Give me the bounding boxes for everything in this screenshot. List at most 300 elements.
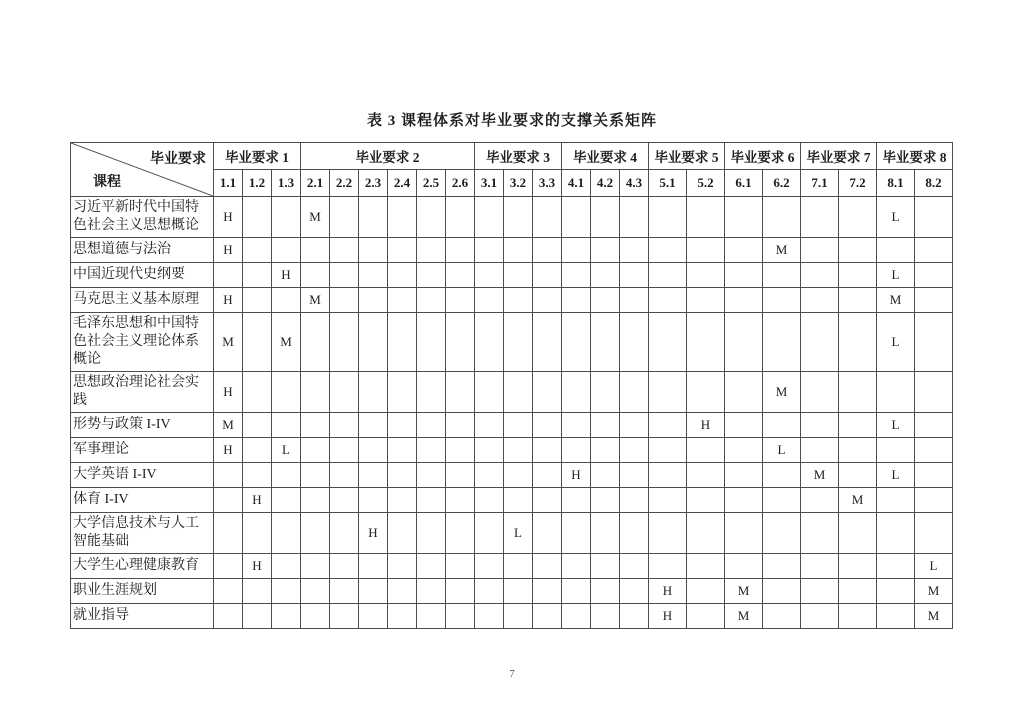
matrix-cell xyxy=(687,554,725,579)
matrix-cell xyxy=(301,463,330,488)
matrix-cell xyxy=(359,579,388,604)
matrix-cell xyxy=(725,488,763,513)
matrix-cell xyxy=(417,488,446,513)
matrix-cell xyxy=(301,238,330,263)
matrix-cell xyxy=(839,604,877,629)
matrix-cell xyxy=(272,579,301,604)
matrix-cell: M xyxy=(877,288,915,313)
matrix-cell xyxy=(388,313,417,372)
matrix-cell xyxy=(359,463,388,488)
matrix-cell xyxy=(359,438,388,463)
matrix-cell xyxy=(591,313,620,372)
matrix-cell xyxy=(763,513,801,554)
matrix-cell xyxy=(475,604,504,629)
matrix-cell xyxy=(877,604,915,629)
matrix-cell xyxy=(301,513,330,554)
matrix-cell xyxy=(591,288,620,313)
matrix-cell xyxy=(475,288,504,313)
matrix-cell xyxy=(388,463,417,488)
matrix-cell xyxy=(243,197,272,238)
matrix-cell xyxy=(620,463,649,488)
matrix-cell xyxy=(272,554,301,579)
matrix-cell: H xyxy=(272,263,301,288)
matrix-cell xyxy=(301,263,330,288)
table-row xyxy=(71,488,953,513)
matrix-cell xyxy=(649,513,687,554)
matrix-cell xyxy=(620,197,649,238)
matrix-cell: L xyxy=(877,197,915,238)
matrix-cell xyxy=(839,463,877,488)
matrix-cell xyxy=(504,604,533,629)
table-title: 表 3 课程体系对毕业要求的支撑关系矩阵 xyxy=(366,113,657,129)
matrix-cell xyxy=(687,372,725,413)
matrix-cell xyxy=(839,238,877,263)
matrix-cell xyxy=(839,288,877,313)
table-row xyxy=(71,263,953,288)
matrix-cell xyxy=(687,579,725,604)
matrix-cell xyxy=(562,413,591,438)
matrix-cell xyxy=(620,604,649,629)
matrix-cell xyxy=(504,197,533,238)
matrix-cell xyxy=(446,288,475,313)
matrix-cell xyxy=(801,554,839,579)
matrix-cell xyxy=(915,488,953,513)
matrix-cell xyxy=(562,513,591,554)
matrix-cell xyxy=(417,238,446,263)
matrix-cell xyxy=(533,197,562,238)
matrix-cell xyxy=(475,313,504,372)
matrix-cell xyxy=(301,313,330,372)
course-name-cell: 就业指导 xyxy=(71,604,214,629)
matrix-cell xyxy=(915,438,953,463)
matrix-cell: M xyxy=(801,463,839,488)
matrix-cell xyxy=(388,438,417,463)
corner-label-requirements: 毕业要求 xyxy=(150,152,206,167)
matrix-cell xyxy=(388,238,417,263)
matrix-cell xyxy=(504,313,533,372)
matrix-cell xyxy=(417,372,446,413)
matrix-cell xyxy=(687,197,725,238)
group-header: 毕业要求 8 xyxy=(877,143,953,170)
matrix-cell xyxy=(533,413,562,438)
matrix-cell xyxy=(446,579,475,604)
matrix-cell xyxy=(725,238,763,263)
matrix-cell xyxy=(725,313,763,372)
matrix-cell xyxy=(272,288,301,313)
matrix-cell xyxy=(417,604,446,629)
matrix-cell xyxy=(417,513,446,554)
matrix-cell xyxy=(214,604,243,629)
matrix-cell xyxy=(504,263,533,288)
matrix-cell xyxy=(687,513,725,554)
matrix-cell xyxy=(763,554,801,579)
matrix-cell xyxy=(801,579,839,604)
matrix-cell xyxy=(801,488,839,513)
matrix-cell xyxy=(763,263,801,288)
matrix-cell xyxy=(272,488,301,513)
matrix-cell xyxy=(877,488,915,513)
matrix-cell xyxy=(475,263,504,288)
course-name-cell: 体育 I-IV xyxy=(71,488,214,513)
matrix-cell xyxy=(591,372,620,413)
matrix-cell xyxy=(649,372,687,413)
matrix-cell xyxy=(359,554,388,579)
matrix-cell xyxy=(388,197,417,238)
course-name-cell: 马克思主义基本原理 xyxy=(71,288,214,313)
matrix-cell xyxy=(915,263,953,288)
matrix-cell xyxy=(725,513,763,554)
matrix-cell xyxy=(839,372,877,413)
matrix-cell: H xyxy=(243,488,272,513)
matrix-cell xyxy=(272,197,301,238)
matrix-cell xyxy=(763,604,801,629)
matrix-cell: L xyxy=(877,313,915,372)
matrix-cell xyxy=(839,197,877,238)
column-header: 7.2 xyxy=(839,170,877,197)
corner-label-course: 课程 xyxy=(93,175,121,190)
matrix-cell xyxy=(687,288,725,313)
matrix-cell xyxy=(591,554,620,579)
matrix-cell xyxy=(725,263,763,288)
group-header: 毕业要求 7 xyxy=(801,143,877,170)
matrix-cell: L xyxy=(763,438,801,463)
course-name-cell: 毛泽东思想和中国特色社会主义理论体系概论 xyxy=(71,313,214,372)
matrix-cell xyxy=(330,579,359,604)
matrix-cell xyxy=(388,488,417,513)
matrix-cell xyxy=(533,313,562,372)
matrix-cell xyxy=(687,438,725,463)
matrix-cell xyxy=(214,554,243,579)
matrix-cell xyxy=(801,413,839,438)
matrix-cell: M xyxy=(725,604,763,629)
matrix-cell xyxy=(562,604,591,629)
matrix-cell xyxy=(915,313,953,372)
matrix-cell xyxy=(475,238,504,263)
matrix-cell xyxy=(649,313,687,372)
matrix-cell xyxy=(359,288,388,313)
matrix-cell xyxy=(243,463,272,488)
matrix-cell xyxy=(388,263,417,288)
matrix-cell xyxy=(475,413,504,438)
matrix-cell xyxy=(725,372,763,413)
column-header: 4.2 xyxy=(591,170,620,197)
matrix-cell xyxy=(649,238,687,263)
table-row xyxy=(71,438,953,463)
matrix-cell xyxy=(649,438,687,463)
column-header: 4.1 xyxy=(562,170,591,197)
group-header: 毕业要求 3 xyxy=(475,143,562,170)
matrix-cell xyxy=(562,488,591,513)
matrix-cell xyxy=(801,238,839,263)
matrix-cell xyxy=(620,238,649,263)
support-matrix-table xyxy=(70,142,953,629)
column-header: 2.5 xyxy=(417,170,446,197)
matrix-cell: H xyxy=(649,604,687,629)
matrix-cell xyxy=(533,554,562,579)
matrix-cell xyxy=(687,263,725,288)
matrix-cell xyxy=(620,513,649,554)
matrix-cell xyxy=(801,438,839,463)
matrix-cell xyxy=(620,579,649,604)
matrix-cell xyxy=(562,263,591,288)
matrix-cell xyxy=(763,413,801,438)
corner-header-cell xyxy=(71,143,214,197)
matrix-cell xyxy=(330,463,359,488)
matrix-cell xyxy=(243,413,272,438)
matrix-cell xyxy=(725,554,763,579)
group-header: 毕业要求 4 xyxy=(562,143,649,170)
matrix-cell xyxy=(839,438,877,463)
matrix-cell xyxy=(475,554,504,579)
matrix-cell xyxy=(915,413,953,438)
matrix-cell xyxy=(591,488,620,513)
matrix-cell xyxy=(301,372,330,413)
matrix-cell: L xyxy=(272,438,301,463)
matrix-cell xyxy=(446,463,475,488)
matrix-cell xyxy=(562,238,591,263)
matrix-cell xyxy=(417,554,446,579)
course-name-cell: 大学信息技术与人工智能基础 xyxy=(71,513,214,554)
page-number: 7 xyxy=(509,668,515,680)
matrix-cell xyxy=(533,513,562,554)
matrix-cell: H xyxy=(562,463,591,488)
course-name-cell: 大学生心理健康教育 xyxy=(71,554,214,579)
matrix-cell: H xyxy=(359,513,388,554)
table-row xyxy=(71,288,953,313)
matrix-cell xyxy=(504,413,533,438)
matrix-cell xyxy=(330,513,359,554)
matrix-cell: H xyxy=(649,579,687,604)
matrix-cell xyxy=(446,438,475,463)
matrix-cell xyxy=(620,438,649,463)
course-name-cell: 习近平新时代中国特色社会主义思想概论 xyxy=(71,197,214,238)
matrix-cell: M xyxy=(272,313,301,372)
matrix-cell xyxy=(533,288,562,313)
matrix-cell xyxy=(388,604,417,629)
course-name-cell: 思想政治理论社会实践 xyxy=(71,372,214,413)
table-row xyxy=(71,554,953,579)
matrix-cell xyxy=(591,438,620,463)
matrix-cell xyxy=(620,488,649,513)
matrix-cell xyxy=(763,488,801,513)
matrix-cell xyxy=(359,238,388,263)
matrix-cell xyxy=(763,288,801,313)
matrix-cell xyxy=(330,197,359,238)
matrix-cell xyxy=(417,263,446,288)
column-header: 2.2 xyxy=(330,170,359,197)
column-header: 2.6 xyxy=(446,170,475,197)
matrix-cell xyxy=(562,579,591,604)
matrix-cell xyxy=(504,238,533,263)
matrix-cell xyxy=(915,372,953,413)
matrix-cell xyxy=(649,413,687,438)
matrix-cell xyxy=(388,288,417,313)
matrix-cell xyxy=(388,579,417,604)
matrix-cell xyxy=(620,554,649,579)
matrix-cell xyxy=(763,313,801,372)
matrix-cell xyxy=(591,197,620,238)
matrix-cell xyxy=(446,372,475,413)
matrix-cell xyxy=(649,488,687,513)
matrix-cell xyxy=(562,313,591,372)
table-row xyxy=(71,313,953,372)
matrix-cell xyxy=(591,579,620,604)
matrix-cell xyxy=(446,604,475,629)
column-header: 1.2 xyxy=(243,170,272,197)
matrix-cell xyxy=(446,513,475,554)
matrix-cell xyxy=(388,513,417,554)
matrix-cell xyxy=(533,488,562,513)
matrix-cell xyxy=(272,463,301,488)
matrix-cell xyxy=(330,372,359,413)
column-header: 8.1 xyxy=(877,170,915,197)
matrix-cell xyxy=(725,463,763,488)
table-row xyxy=(71,513,953,554)
matrix-cell xyxy=(388,372,417,413)
matrix-cell xyxy=(504,463,533,488)
column-header: 1.3 xyxy=(272,170,301,197)
matrix-cell: H xyxy=(243,554,272,579)
matrix-cell: M xyxy=(214,413,243,438)
matrix-cell xyxy=(839,313,877,372)
matrix-cell: H xyxy=(214,372,243,413)
matrix-cell xyxy=(591,263,620,288)
matrix-cell xyxy=(330,238,359,263)
matrix-cell xyxy=(243,438,272,463)
matrix-cell xyxy=(763,197,801,238)
matrix-cell xyxy=(475,197,504,238)
matrix-cell: M xyxy=(915,579,953,604)
matrix-cell xyxy=(562,554,591,579)
matrix-cell xyxy=(330,288,359,313)
matrix-body xyxy=(71,197,953,629)
matrix-cell xyxy=(301,604,330,629)
matrix-cell xyxy=(620,263,649,288)
table-row xyxy=(71,197,953,238)
matrix-cell xyxy=(591,238,620,263)
column-header: 3.3 xyxy=(533,170,562,197)
matrix-cell xyxy=(475,513,504,554)
matrix-cell xyxy=(243,263,272,288)
matrix-cell xyxy=(301,579,330,604)
matrix-cell: H xyxy=(214,288,243,313)
matrix-cell xyxy=(272,413,301,438)
table-row xyxy=(71,238,953,263)
matrix-cell xyxy=(417,579,446,604)
column-header: 2.4 xyxy=(388,170,417,197)
matrix-cell xyxy=(417,313,446,372)
matrix-cell xyxy=(446,554,475,579)
matrix-cell xyxy=(620,288,649,313)
matrix-cell xyxy=(877,554,915,579)
matrix-cell xyxy=(725,438,763,463)
matrix-cell xyxy=(475,488,504,513)
group-header: 毕业要求 6 xyxy=(725,143,801,170)
matrix-cell xyxy=(533,604,562,629)
matrix-cell xyxy=(214,263,243,288)
course-name-cell: 大学英语 I-IV xyxy=(71,463,214,488)
matrix-cell xyxy=(533,438,562,463)
matrix-cell xyxy=(763,579,801,604)
table-row xyxy=(71,372,953,413)
matrix-cell xyxy=(591,413,620,438)
matrix-cell xyxy=(243,313,272,372)
table-row xyxy=(71,579,953,604)
matrix-cell xyxy=(839,579,877,604)
matrix-cell xyxy=(839,554,877,579)
matrix-cell: M xyxy=(839,488,877,513)
matrix-cell xyxy=(877,513,915,554)
column-header: 1.1 xyxy=(214,170,243,197)
matrix-cell xyxy=(475,372,504,413)
matrix-cell xyxy=(839,413,877,438)
matrix-cell xyxy=(801,604,839,629)
matrix-cell xyxy=(725,197,763,238)
matrix-cell xyxy=(446,238,475,263)
matrix-cell: L xyxy=(877,263,915,288)
matrix-cell xyxy=(839,263,877,288)
matrix-cell xyxy=(359,313,388,372)
matrix-cell xyxy=(533,372,562,413)
matrix-cell xyxy=(915,238,953,263)
matrix-cell xyxy=(649,463,687,488)
course-name-cell: 中国近现代史纲要 xyxy=(71,263,214,288)
matrix-cell xyxy=(620,372,649,413)
matrix-cell xyxy=(562,288,591,313)
matrix-cell xyxy=(359,604,388,629)
matrix-cell xyxy=(533,238,562,263)
course-name-cell: 职业生涯规划 xyxy=(71,579,214,604)
matrix-cell xyxy=(272,604,301,629)
matrix-cell xyxy=(330,313,359,372)
matrix-cell xyxy=(272,238,301,263)
matrix-cell xyxy=(330,488,359,513)
matrix-cell xyxy=(330,604,359,629)
matrix-cell xyxy=(687,313,725,372)
matrix-cell xyxy=(915,197,953,238)
matrix-cell xyxy=(687,238,725,263)
matrix-cell: L xyxy=(915,554,953,579)
matrix-cell xyxy=(417,197,446,238)
matrix-cell xyxy=(359,372,388,413)
matrix-cell xyxy=(877,372,915,413)
matrix-cell xyxy=(562,197,591,238)
matrix-cell xyxy=(446,313,475,372)
matrix-cell xyxy=(801,197,839,238)
matrix-cell: L xyxy=(877,413,915,438)
matrix-cell xyxy=(243,513,272,554)
matrix-cell xyxy=(687,488,725,513)
matrix-cell xyxy=(801,263,839,288)
matrix-cell xyxy=(801,513,839,554)
matrix-cell xyxy=(475,438,504,463)
matrix-cell xyxy=(763,463,801,488)
matrix-cell xyxy=(330,263,359,288)
matrix-cell: L xyxy=(877,463,915,488)
matrix-cell xyxy=(243,372,272,413)
matrix-cell xyxy=(243,579,272,604)
matrix-cell: H xyxy=(214,197,243,238)
matrix-cell xyxy=(725,288,763,313)
matrix-cell xyxy=(359,488,388,513)
matrix-cell xyxy=(504,372,533,413)
matrix-cell xyxy=(446,197,475,238)
matrix-cell xyxy=(801,313,839,372)
matrix-cell xyxy=(330,413,359,438)
matrix-cell xyxy=(359,263,388,288)
matrix-cell xyxy=(915,463,953,488)
matrix-cell xyxy=(243,604,272,629)
